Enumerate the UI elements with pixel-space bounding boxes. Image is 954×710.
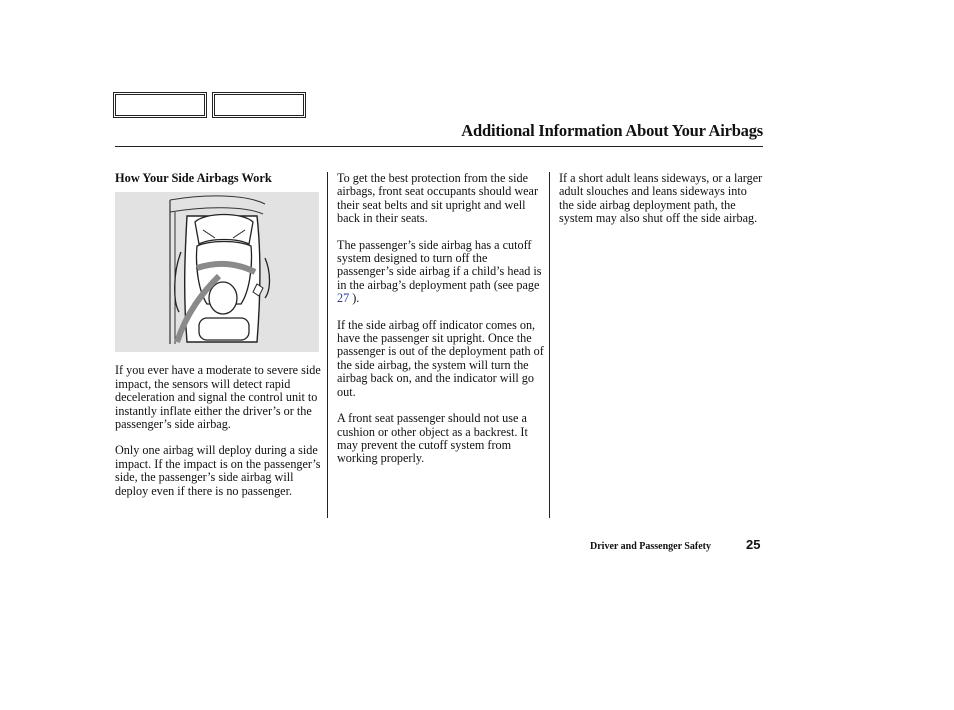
seated-occupant-icon (115, 192, 319, 352)
paragraph: If the side airbag off indicator comes on, have the passenger sit upright. Once the passenger is out of the deployment path of the side airbag, the system will turn the airbag back on, and the indicator will go out. (337, 317, 544, 399)
paragraph: If you ever have a moderate to severe side impact, the sensors will detect rapid deceleration and signal the control unit to instantly inflate either the driver’s or the passenger’s side airbag. (115, 363, 321, 432)
page-reference-link[interactable]: 27 (337, 291, 350, 306)
column-divider-1 (327, 172, 328, 518)
page-title: Additional Information About Your Airbags (461, 121, 763, 140)
column-divider-2 (549, 172, 550, 518)
previous-page-button[interactable] (113, 92, 207, 118)
paragraph: To get the best protection from the side airbags, front seat occupants should wear their seat belts and sit upright and well back in their seats. (337, 171, 539, 226)
column-3 (559, 172, 763, 239)
page-number: 25 (746, 537, 761, 552)
paragraph: A front seat passenger should not use a cushion or other object as a backrest. It may prevent the cutoff system from working properly. (337, 411, 528, 466)
paragraph-with-link: The passenger’s side airbag has a cutoff system designed to turn off the passenger’s side airbag if a child’s head is in the airbag’s deployment path (see page 27 ). (337, 237, 542, 306)
column-1 (115, 172, 323, 511)
paragraph: Only one airbag will deploy during a side impact. If the impact is on the passenger’s side, the passenger’s side airbag will deploy even if there is no passenger. (115, 443, 321, 498)
paragraph: If a short adult leans sideways, or a larger adult slouches and leans sideways into the side airbag deployment path, the system may also shut off the side airbag. (559, 171, 763, 226)
side-airbag-illustration (115, 192, 319, 352)
column-2 (337, 172, 547, 479)
next-page-button[interactable] (212, 92, 306, 118)
footer-section-label: Driver and Passenger Safety (590, 541, 712, 552)
section-subheading: How Your Side Airbags Work (115, 171, 272, 185)
title-divider (115, 146, 763, 147)
